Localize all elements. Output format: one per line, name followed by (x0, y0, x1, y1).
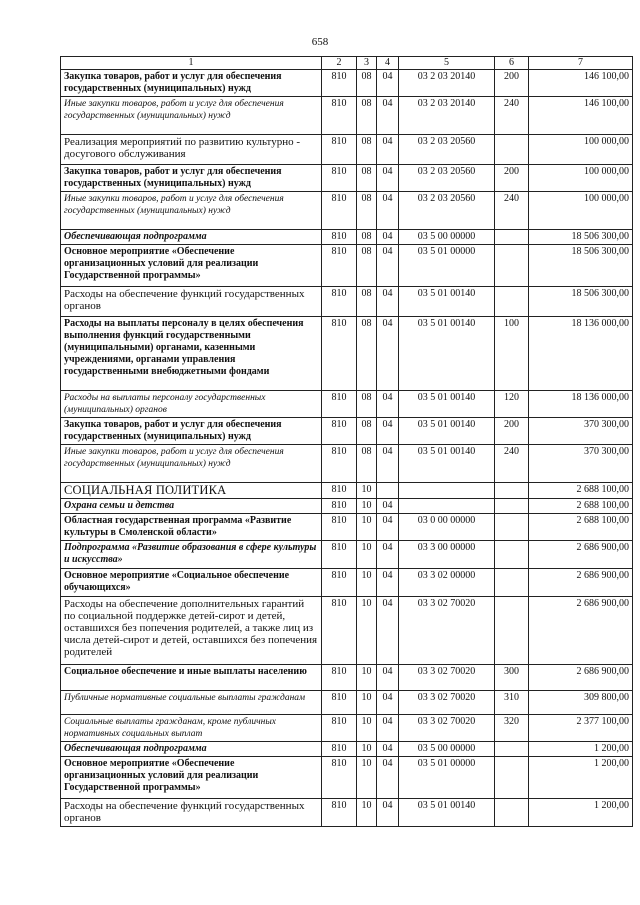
row-amount: 1 200,00 (529, 757, 633, 799)
row-code-admin: 810 (322, 499, 357, 514)
row-code-section: 10 (357, 514, 377, 541)
row-code-type: 100 (495, 317, 529, 391)
row-code-subsection: 04 (377, 742, 399, 757)
row-code-section: 08 (357, 245, 377, 287)
table-row (61, 165, 633, 192)
row-code-type (495, 287, 529, 317)
row-code-admin: 810 (322, 391, 357, 418)
row-code-section: 08 (357, 391, 377, 418)
row-amount: 100 000,00 (529, 192, 633, 230)
table-row (61, 541, 633, 569)
row-amount: 100 000,00 (529, 165, 633, 192)
row-amount: 18 506 300,00 (529, 245, 633, 287)
row-code-type (495, 230, 529, 245)
row-code-subsection: 04 (377, 665, 399, 691)
row-code-admin: 810 (322, 97, 357, 135)
row-code-subsection: 04 (377, 757, 399, 799)
row-code-type: 200 (495, 418, 529, 445)
row-code-type (495, 799, 529, 827)
row-code-section: 08 (357, 192, 377, 230)
table-row (61, 665, 633, 691)
row-code-subsection: 04 (377, 287, 399, 317)
row-name: Обеспечивающая подпрограмма (61, 230, 322, 245)
row-amount: 1 200,00 (529, 799, 633, 827)
row-name: Социальные выплаты гражданам, кроме публичных нормативных социальных выплат (61, 715, 322, 742)
row-name: Основное мероприятие «Обеспечение организационных условий для реализации Государственной программы» (61, 245, 322, 287)
row-name: Иные закупки товаров, работ и услуг для обеспечения государственных (муниципальных) нужд (61, 192, 322, 230)
row-code-subsection: 04 (377, 514, 399, 541)
row-code-type (495, 499, 529, 514)
table-row (61, 499, 633, 514)
row-code-subsection: 04 (377, 799, 399, 827)
header-col-3: 3 (357, 57, 377, 70)
row-code-subsection: 04 (377, 499, 399, 514)
row-code-subsection: 04 (377, 541, 399, 569)
row-code-type (495, 742, 529, 757)
table-row (61, 317, 633, 391)
row-amount: 2 377 100,00 (529, 715, 633, 742)
row-code-target: 03 3 02 70020 (399, 691, 495, 715)
row-code-admin: 810 (322, 514, 357, 541)
row-code-admin: 810 (322, 597, 357, 665)
row-code-target: 03 3 02 70020 (399, 715, 495, 742)
row-code-type: 310 (495, 691, 529, 715)
row-amount: 100 000,00 (529, 135, 633, 165)
table-row (61, 391, 633, 418)
row-code-section: 10 (357, 483, 377, 499)
row-code-target: 03 2 03 20560 (399, 135, 495, 165)
row-code-admin: 810 (322, 665, 357, 691)
row-name: Закупка товаров, работ и услуг для обеспечения государственных (муниципальных) нужд (61, 165, 322, 192)
row-name: Расходы на обеспечение функций государственных органов (61, 799, 322, 827)
row-code-admin: 810 (322, 445, 357, 483)
row-name: СОЦИАЛЬНАЯ ПОЛИТИКА (61, 483, 322, 499)
table-row (61, 97, 633, 135)
table-row (61, 418, 633, 445)
page-number: 658 (311, 36, 329, 48)
row-name: Закупка товаров, работ и услуг для обеспечения государственных (муниципальных) нужд (61, 418, 322, 445)
row-amount: 146 100,00 (529, 97, 633, 135)
row-amount: 2 686 900,00 (529, 665, 633, 691)
table-row (61, 757, 633, 799)
header-col-6: 6 (495, 57, 529, 70)
row-amount: 2 686 900,00 (529, 569, 633, 597)
row-code-section: 10 (357, 742, 377, 757)
row-name: Подпрограмма «Развитие образования в сфере культуры и искусства» (61, 541, 322, 569)
table-row (61, 742, 633, 757)
row-code-type: 320 (495, 715, 529, 742)
row-code-target: 03 5 01 00000 (399, 245, 495, 287)
budget-table (60, 56, 633, 827)
row-amount: 2 688 100,00 (529, 514, 633, 541)
row-name: Охрана семьи и детства (61, 499, 322, 514)
row-name: Основное мероприятие «Обеспечение организационных условий для реализации Государственной программы» (61, 757, 322, 799)
table-row (61, 569, 633, 597)
row-code-type (495, 597, 529, 665)
row-code-target: 03 0 00 00000 (399, 514, 495, 541)
row-name: Иные закупки товаров, работ и услуг для обеспечения государственных (муниципальных) нужд (61, 445, 322, 483)
row-name: Социальное обеспечение и иные выплаты населению (61, 665, 322, 691)
row-name: Обеспечивающая подпрограмма (61, 742, 322, 757)
row-code-admin: 810 (322, 691, 357, 715)
row-code-target: 03 3 02 00000 (399, 569, 495, 597)
table-row (61, 70, 633, 97)
row-code-target: 03 3 02 70020 (399, 597, 495, 665)
row-name: Публичные нормативные социальные выплаты гражданам (61, 691, 322, 715)
row-code-subsection: 04 (377, 165, 399, 192)
row-code-type (495, 245, 529, 287)
row-code-subsection: 04 (377, 135, 399, 165)
row-name: Основное мероприятие «Социальное обеспечение обучающихся» (61, 569, 322, 597)
row-code-section: 08 (357, 135, 377, 165)
row-code-subsection: 04 (377, 192, 399, 230)
row-amount: 18 506 300,00 (529, 287, 633, 317)
row-code-subsection: 04 (377, 418, 399, 445)
row-amount: 2 688 100,00 (529, 483, 633, 499)
row-amount: 2 688 100,00 (529, 499, 633, 514)
row-code-section: 10 (357, 569, 377, 597)
row-code-target: 03 5 00 00000 (399, 742, 495, 757)
row-name: Расходы на обеспечение функций государственных органов (61, 287, 322, 317)
table-row (61, 799, 633, 827)
row-name: Закупка товаров, работ и услуг для обеспечения государственных (муниципальных) нужд (61, 70, 322, 97)
row-code-section: 10 (357, 799, 377, 827)
row-amount: 370 300,00 (529, 418, 633, 445)
table-row (61, 597, 633, 665)
table-row (61, 514, 633, 541)
row-code-subsection: 04 (377, 317, 399, 391)
row-code-subsection: 04 (377, 245, 399, 287)
row-code-section: 08 (357, 418, 377, 445)
row-code-section: 08 (357, 445, 377, 483)
row-code-type: 200 (495, 165, 529, 192)
row-code-subsection: 04 (377, 569, 399, 597)
row-name: Реализация мероприятий по развитию культурно - досугового обслуживания (61, 135, 322, 165)
row-code-admin: 810 (322, 569, 357, 597)
row-code-section: 08 (357, 165, 377, 192)
row-code-admin: 810 (322, 418, 357, 445)
row-code-admin: 810 (322, 245, 357, 287)
row-code-target: 03 3 02 70020 (399, 665, 495, 691)
row-code-type: 240 (495, 97, 529, 135)
row-amount: 309 800,00 (529, 691, 633, 715)
row-code-admin: 810 (322, 715, 357, 742)
row-code-section: 08 (357, 317, 377, 391)
row-code-type (495, 541, 529, 569)
row-code-target: 03 2 03 20560 (399, 165, 495, 192)
table-row (61, 287, 633, 317)
row-amount: 2 686 900,00 (529, 597, 633, 665)
row-code-section: 08 (357, 287, 377, 317)
row-code-admin: 810 (322, 483, 357, 499)
row-code-subsection: 04 (377, 230, 399, 245)
row-amount: 18 136 000,00 (529, 317, 633, 391)
header-col-4: 4 (377, 57, 399, 70)
row-code-section: 08 (357, 70, 377, 97)
row-code-admin: 810 (322, 165, 357, 192)
row-code-section: 10 (357, 665, 377, 691)
row-code-target: 03 5 01 00140 (399, 287, 495, 317)
row-name: Иные закупки товаров, работ и услуг для обеспечения государственных (муниципальных) нужд (61, 97, 322, 135)
row-code-target: 03 2 03 20560 (399, 192, 495, 230)
row-code-target: 03 5 01 00140 (399, 317, 495, 391)
table-row (61, 715, 633, 742)
row-code-type: 200 (495, 70, 529, 97)
row-code-type (495, 569, 529, 597)
row-code-subsection: 04 (377, 97, 399, 135)
row-code-subsection (377, 483, 399, 499)
row-name: Расходы на выплаты персоналу в целях обеспечения выполнения функций государственными (муниципальными) органами, казенными учреждениями, органами управления государственными внебюджетными фондами (61, 317, 322, 391)
row-amount: 2 686 900,00 (529, 541, 633, 569)
header-col-2: 2 (322, 57, 357, 70)
row-code-section: 10 (357, 757, 377, 799)
header-col-5: 5 (399, 57, 495, 70)
header-col-1: 1 (61, 57, 322, 70)
row-code-admin: 810 (322, 135, 357, 165)
row-amount: 18 506 300,00 (529, 230, 633, 245)
row-code-section: 10 (357, 541, 377, 569)
row-code-section: 10 (357, 691, 377, 715)
row-code-target: 03 5 01 00140 (399, 418, 495, 445)
row-code-subsection: 04 (377, 597, 399, 665)
row-name: Областная государственная программа «Развитие культуры в Смоленской области» (61, 514, 322, 541)
row-code-target: 03 2 03 20140 (399, 97, 495, 135)
table-row (61, 483, 633, 499)
row-code-target: 03 3 00 00000 (399, 541, 495, 569)
table-body (61, 70, 633, 827)
row-amount: 18 136 000,00 (529, 391, 633, 418)
row-code-target: 03 5 01 00140 (399, 445, 495, 483)
table-row (61, 135, 633, 165)
row-code-admin: 810 (322, 799, 357, 827)
row-code-target: 03 5 01 00140 (399, 391, 495, 418)
table-row (61, 245, 633, 287)
table-row (61, 445, 633, 483)
row-code-subsection: 04 (377, 691, 399, 715)
row-amount: 1 200,00 (529, 742, 633, 757)
row-code-subsection: 04 (377, 445, 399, 483)
row-name: Расходы на обеспечение дополнительных гарантий по социальной поддержке детей-сирот и детей, оставшихся без попечения родителей, а также лиц из числа детей-сирот и детей, оставшихся без попечения родителей (61, 597, 322, 665)
row-code-section: 08 (357, 97, 377, 135)
header-col-7: 7 (529, 57, 633, 70)
row-code-target (399, 483, 495, 499)
row-name: Расходы на выплаты персоналу государственных (муниципальных) органов (61, 391, 322, 418)
row-code-target: 03 5 01 00000 (399, 757, 495, 799)
row-code-target: 03 2 03 20140 (399, 70, 495, 97)
row-code-section: 10 (357, 499, 377, 514)
row-code-admin: 810 (322, 70, 357, 97)
row-code-target: 03 5 01 00140 (399, 799, 495, 827)
row-code-type: 120 (495, 391, 529, 418)
row-code-type (495, 135, 529, 165)
row-code-type: 240 (495, 192, 529, 230)
row-code-type (495, 757, 529, 799)
row-code-admin: 810 (322, 541, 357, 569)
header-row (61, 57, 633, 70)
row-code-subsection: 04 (377, 391, 399, 418)
row-code-admin: 810 (322, 230, 357, 245)
row-code-admin: 810 (322, 757, 357, 799)
row-code-section: 10 (357, 715, 377, 742)
row-code-type (495, 514, 529, 541)
row-amount: 146 100,00 (529, 70, 633, 97)
row-amount: 370 300,00 (529, 445, 633, 483)
table-row (61, 230, 633, 245)
row-code-admin: 810 (322, 317, 357, 391)
row-code-subsection: 04 (377, 715, 399, 742)
row-code-section: 08 (357, 230, 377, 245)
row-code-target (399, 499, 495, 514)
row-code-admin: 810 (322, 192, 357, 230)
row-code-subsection: 04 (377, 70, 399, 97)
row-code-type: 240 (495, 445, 529, 483)
row-code-type: 300 (495, 665, 529, 691)
table-row (61, 691, 633, 715)
row-code-target: 03 5 00 00000 (399, 230, 495, 245)
row-code-admin: 810 (322, 287, 357, 317)
row-code-admin: 810 (322, 742, 357, 757)
row-code-type (495, 483, 529, 499)
table-row (61, 192, 633, 230)
row-code-section: 10 (357, 597, 377, 665)
